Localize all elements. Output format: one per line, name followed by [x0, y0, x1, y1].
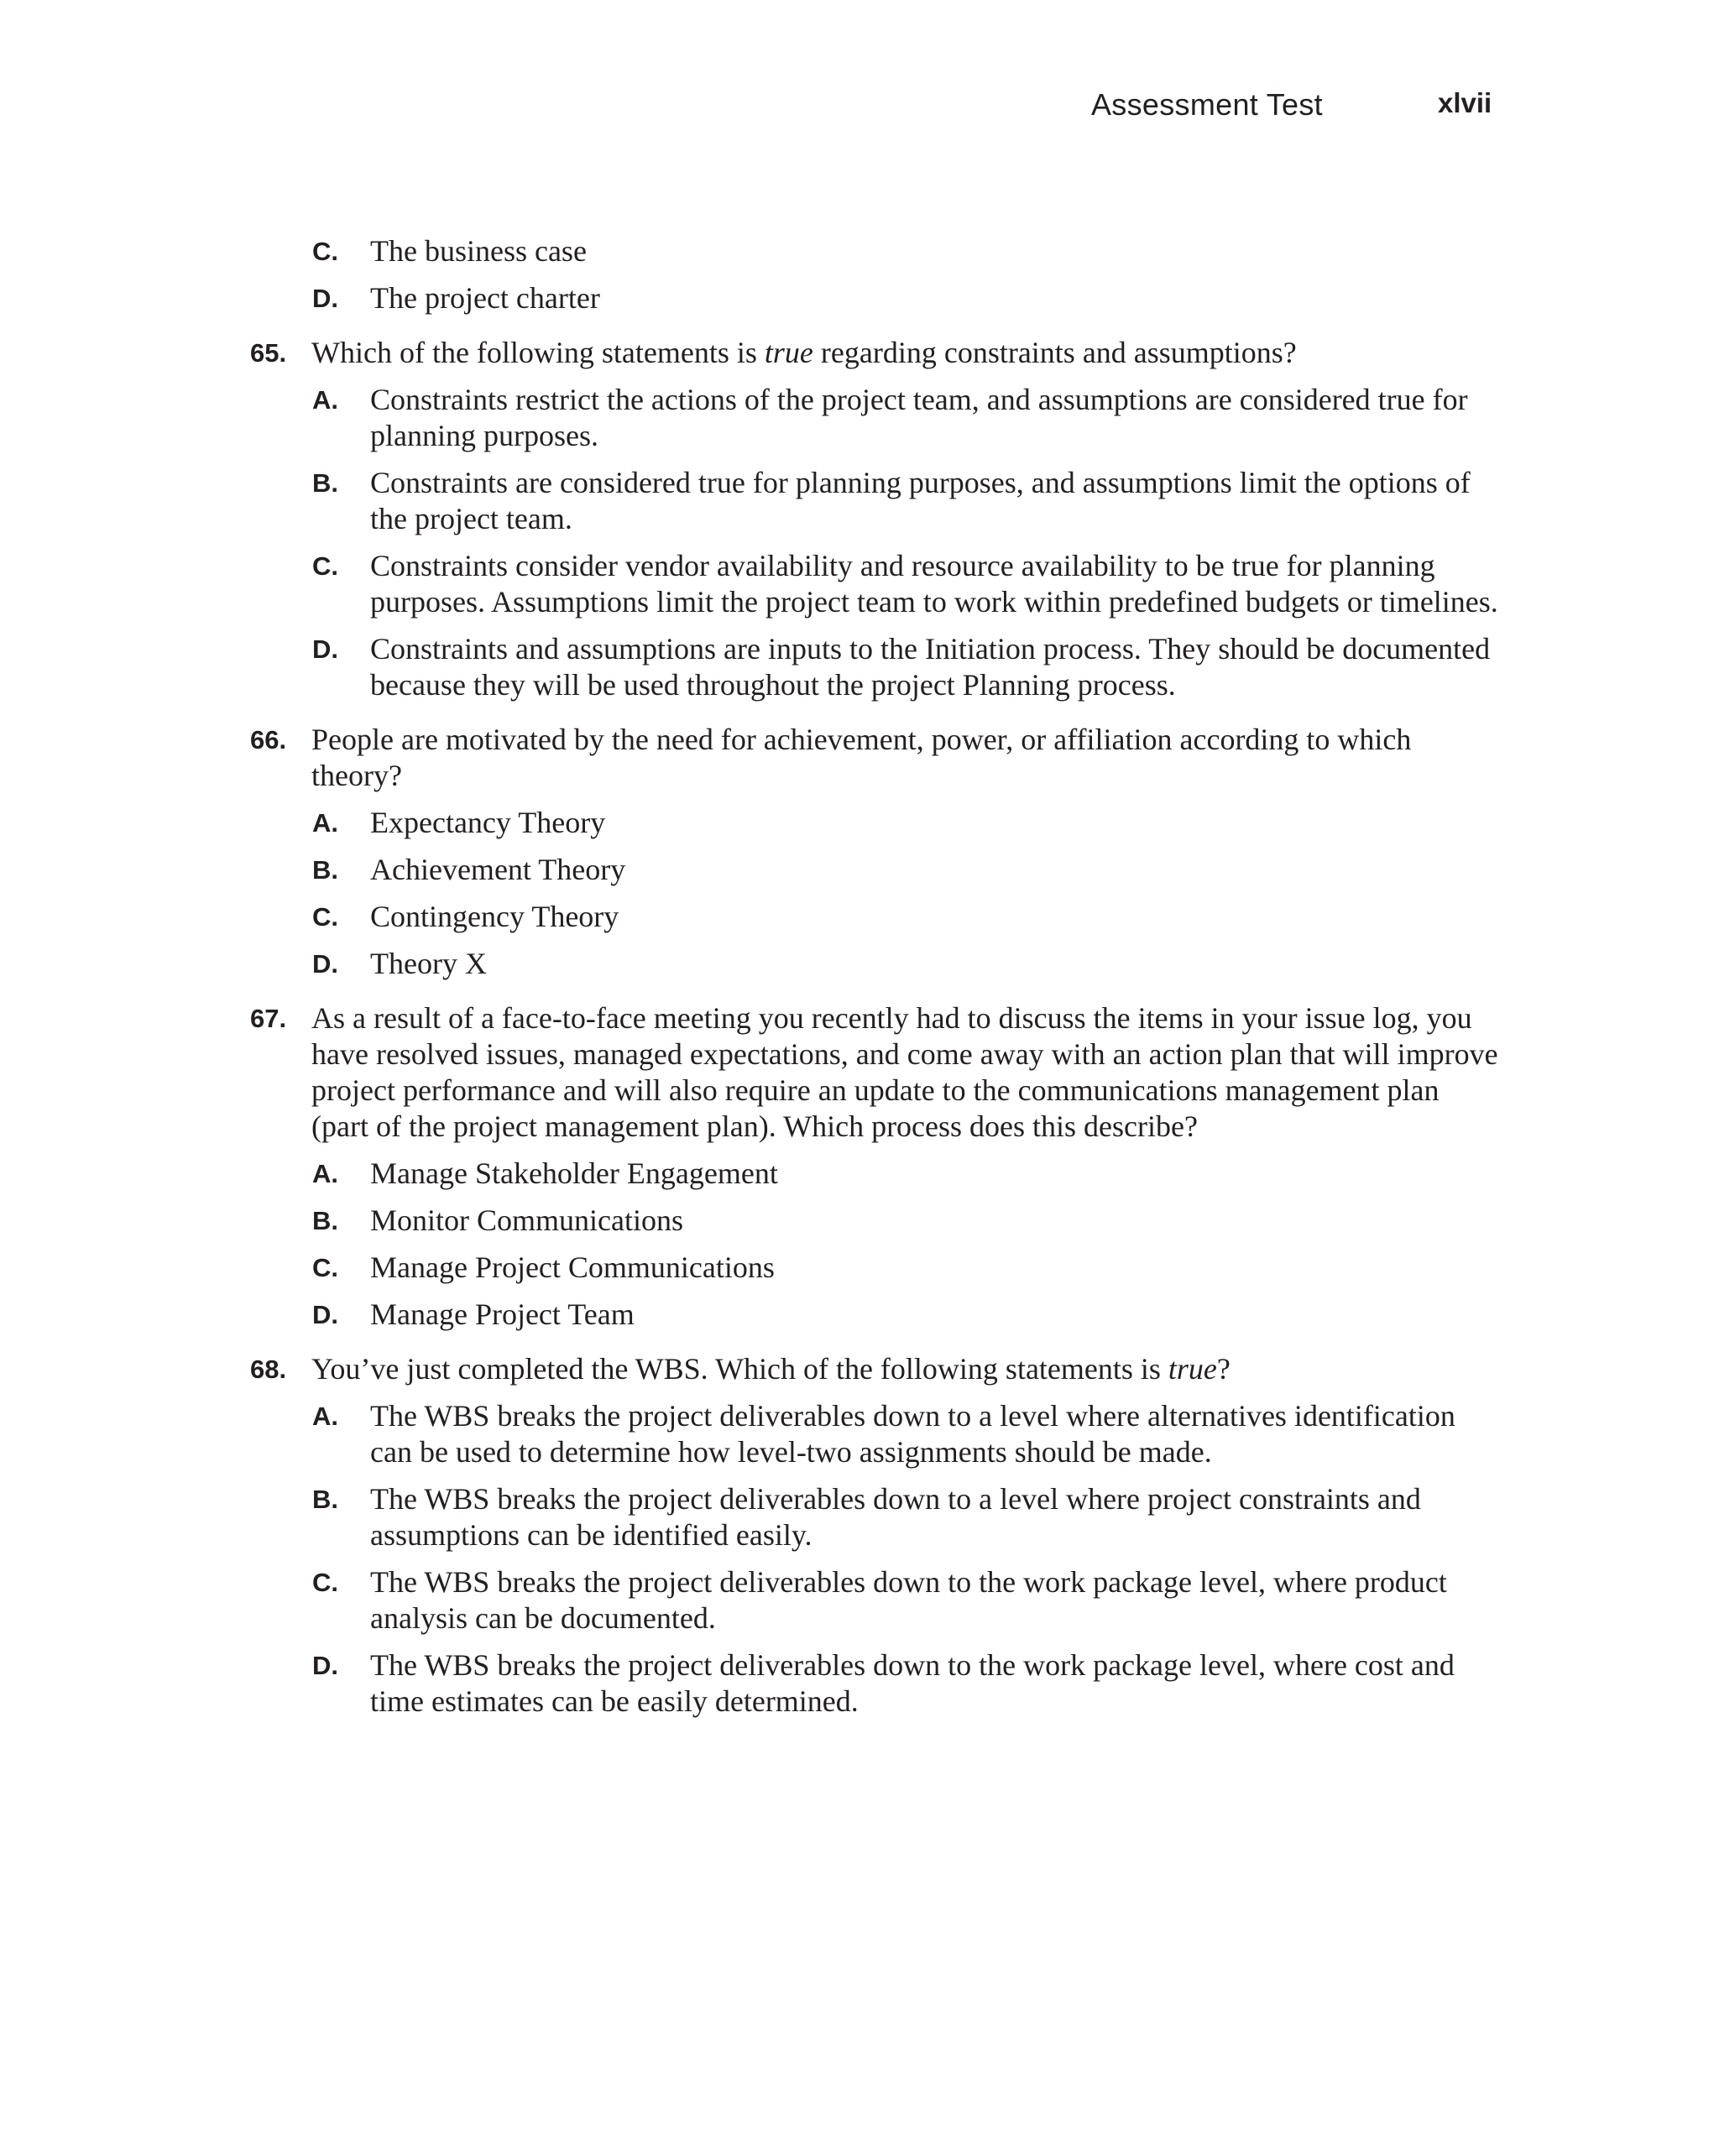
option-text: Manage Stakeholder Engagement [370, 1156, 778, 1190]
option-text: Manage Project Team [370, 1297, 635, 1331]
option-b [0, 1203, 1719, 1239]
stem-text: You’ve just completed the WBS. Which of the following statements is [311, 1352, 1168, 1386]
question-67 [0, 1000, 1719, 1333]
option-letter: C. [312, 1253, 338, 1282]
option-a [0, 1398, 1719, 1470]
running-header [0, 87, 1719, 134]
question-stem [0, 335, 1719, 371]
option-c [0, 1250, 1719, 1286]
option-text: Contingency Theory [370, 900, 619, 933]
option-text: Constraints are considered true for planning purposes, and assumptions limit the options of the project team. [370, 466, 1471, 535]
option-d [0, 631, 1719, 703]
option-a [0, 382, 1719, 454]
question-number: 65. [250, 338, 287, 368]
page-number: xlvii [1438, 87, 1492, 118]
option-c [0, 233, 1719, 269]
option-c [0, 899, 1719, 935]
option-d [0, 946, 1719, 982]
option-d [0, 1647, 1719, 1720]
option-letter: A. [312, 385, 338, 415]
option-letter: A. [312, 1402, 338, 1431]
option-letter: B. [312, 468, 338, 498]
option-a [0, 805, 1719, 841]
question-66 [0, 722, 1719, 982]
question-stem [0, 1000, 1719, 1145]
option-c [0, 1564, 1719, 1637]
option-text: The business case [370, 234, 587, 268]
option-text: Expectancy Theory [370, 806, 606, 839]
option-letter: B. [312, 1206, 338, 1235]
option-letter: C. [312, 902, 338, 932]
option-text: The WBS breaks the project deliverables down to a level where project constraints and assumptions can be identified easily. [370, 1482, 1421, 1552]
stem-text: People are motivated by the need for achievement, power, or affiliation according to which theory? [311, 723, 1412, 792]
option-text: The WBS breaks the project deliverables down to the work package level, where product analysis can be documented. [370, 1565, 1447, 1635]
stem-text: Which of the following statements is [311, 336, 765, 369]
option-a [0, 1156, 1719, 1192]
option-letter: D. [312, 1300, 338, 1329]
option-letter: C. [312, 237, 338, 266]
option-d [0, 1297, 1719, 1333]
question-number: 68. [250, 1355, 287, 1384]
option-b [0, 465, 1719, 537]
option-text: Achievement Theory [370, 853, 626, 886]
option-text: The WBS breaks the project deliverables down to the work package level, where cost and time estimates can be easily determined. [370, 1648, 1455, 1718]
question-68 [0, 1351, 1719, 1720]
option-letter: D. [312, 284, 338, 313]
option-letter: D. [312, 1651, 338, 1680]
option-text: Manage Project Communications [370, 1250, 775, 1284]
option-letter: B. [312, 1485, 338, 1514]
option-letter: D. [312, 949, 338, 979]
option-letter: A. [312, 1159, 338, 1188]
option-text: Constraints consider vendor availability and resource availability to be true for planning purposes. Assumptions limit the project team to work within predefined budgets or timelines. [370, 549, 1498, 619]
option-letter: A. [312, 808, 338, 838]
option-text: The project charter [370, 281, 600, 315]
option-text: The WBS breaks the project deliverables down to a level where alternatives identification can be used to determine how level-two assignments should be made. [370, 1399, 1455, 1469]
option-text: Theory X [370, 947, 487, 980]
page-content [0, 222, 1719, 1738]
option-letter: C. [312, 551, 338, 581]
option-d [0, 280, 1719, 316]
stem-emphasis: true [1168, 1352, 1217, 1386]
option-b [0, 852, 1719, 888]
option-text: Constraints and assumptions are inputs to the Initiation process. They should be documented because they will be used throughout the project Planning process. [370, 632, 1491, 702]
stem-text-end: ? [1216, 1352, 1230, 1386]
option-c [0, 548, 1719, 620]
option-letter: B. [312, 855, 338, 885]
question-number: 67. [250, 1004, 287, 1033]
option-text: Constraints restrict the actions of the project team, and assumptions are considered true for planning purposes. [370, 383, 1468, 452]
carryover-options [0, 233, 1719, 316]
question-stem [0, 722, 1719, 794]
option-text: Monitor Communications [370, 1203, 683, 1237]
stem-text: As a result of a face-to-face meeting you recently had to discuss the items in your issue log, you have resolved issues, managed expectations, and come away with an action plan that will improve project performance and will also require an update to the communications management plan (part of the project management plan). Which process does this describe? [311, 1001, 1498, 1143]
question-number: 66. [250, 725, 287, 754]
option-letter: C. [312, 1568, 338, 1597]
stem-emphasis: true [764, 336, 813, 369]
question-stem [0, 1351, 1719, 1387]
question-65 [0, 335, 1719, 703]
option-letter: D. [312, 634, 338, 664]
option-b [0, 1481, 1719, 1553]
stem-text-end: regarding constraints and assumptions? [812, 336, 1297, 369]
section-title: Assessment Test [1091, 87, 1323, 122]
